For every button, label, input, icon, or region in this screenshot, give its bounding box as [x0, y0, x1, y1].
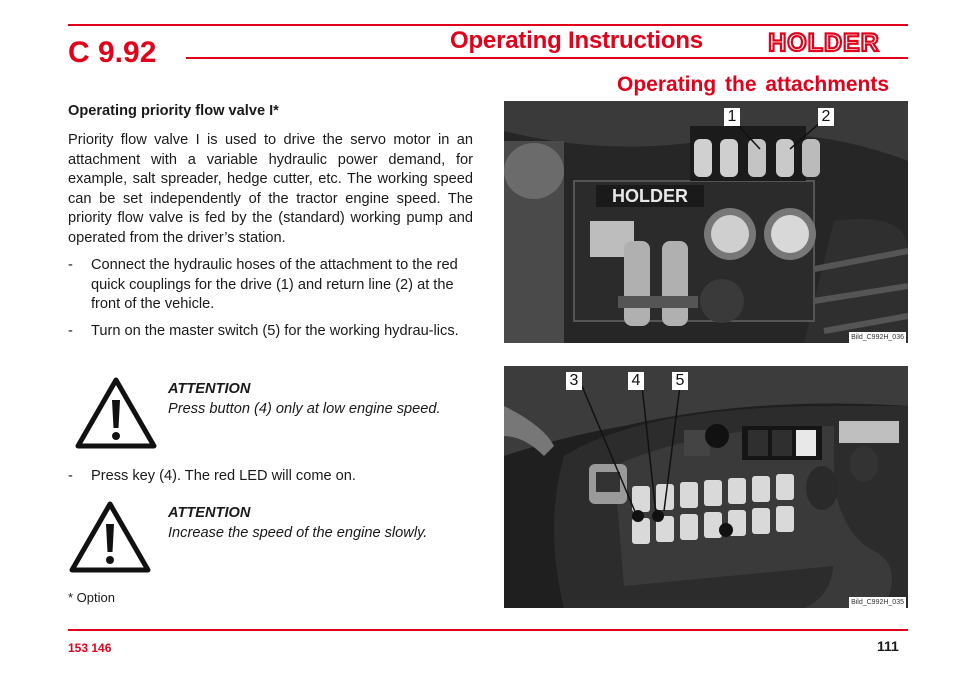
intro-paragraph: Priority flow valve I is used to drive the servo motor in an attachment with a variable hydraulic power demand, for example, salt spreader, hedge cutter, etc. The working speed can be set independently of the tractor engine speed. The priority flow valve is fed by the (standard) working pump and operated from the driver’s station. [68, 132, 473, 246]
attention-heading: ATTENTION [168, 505, 251, 521]
attention-note [168, 380, 441, 419]
photo-top-illustration [504, 101, 908, 343]
panel-brand-text: HOLDER [612, 186, 688, 206]
footnote: * Option [68, 590, 115, 605]
photo-hydraulic-couplings [504, 101, 908, 343]
instruction-text: Turn on the master switch (5) for the working hydrau-lics. [91, 323, 459, 339]
bullet-dash: - [68, 257, 73, 273]
callout-label: 3 [566, 372, 582, 390]
holder-logo [748, 30, 901, 54]
footer-rule [68, 629, 908, 631]
warning-triangle-icon [68, 500, 152, 574]
bullet-dash: - [68, 468, 73, 484]
document-title: Operating Instructions [450, 27, 703, 54]
callout-label: 2 [818, 108, 834, 126]
callout-label: 5 [672, 372, 688, 390]
callout-label: 1 [724, 108, 740, 126]
model-number: C 9.92 [68, 36, 157, 69]
instruction-text: Press key (4). The red LED will come on. [91, 468, 356, 484]
photo-caption: Bild_C992H_035 [851, 599, 904, 606]
document-number: 153 146 [68, 641, 112, 655]
brand-text: HOLDER [768, 30, 880, 54]
attention-text: Press button (4) only at low engine speed. [168, 400, 441, 417]
attention-heading: ATTENTION [168, 381, 251, 397]
warning-triangle-icon [74, 376, 158, 450]
attention-text: Increase the speed of the engine slowly. [168, 524, 428, 541]
attention-note [168, 504, 427, 543]
photo-bottom-illustration [504, 366, 908, 608]
photo-caption: Bild_C992H_036 [851, 334, 904, 341]
instruction-text: Connect the hydraulic hoses of the attachment to the red quick couplings for the drive (1) and return line (2) at the front of the vehicle. [91, 257, 458, 312]
sub-heading: Operating priority flow valve I* [68, 103, 279, 119]
page-number: 111 [877, 638, 899, 654]
header-mid-rule [186, 57, 908, 59]
bullet-dash: - [68, 323, 73, 339]
header-top-rule [68, 24, 908, 26]
photo-operator-console [504, 366, 908, 608]
section-title: Operating the attachments [617, 73, 890, 96]
callout-label: 4 [628, 372, 644, 390]
